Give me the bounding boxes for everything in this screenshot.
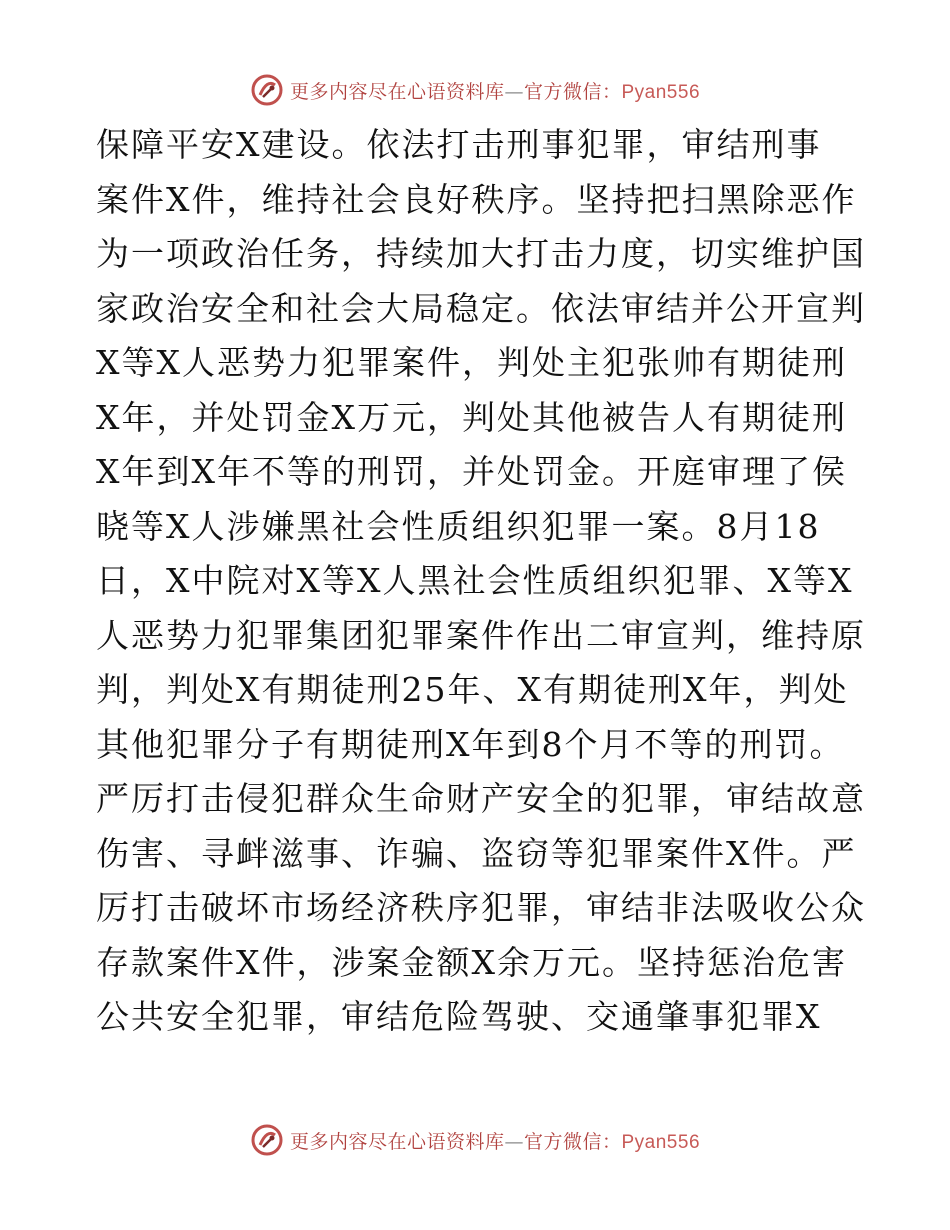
text-line: 公共安全犯罪，审结危险驾驶、交通肇事犯罪X	[96, 997, 822, 1036]
footer-banner	[0, 1120, 950, 1160]
banner-wechat-id: Pyan556	[621, 1131, 701, 1153]
text-line: 保障平安X建设。依法打击刑事犯罪，审结刑事	[96, 125, 822, 164]
text-line: 案件X件，维持社会良好秩序。坚持把扫黑除恶作	[96, 179, 857, 219]
banner-wechat-label: 官方微信：	[523, 80, 622, 103]
banner-wechat-id: Pyan556	[621, 81, 701, 103]
banner-main-text: 更多内容尽在心语资料库	[289, 1130, 505, 1153]
library-logo-icon	[250, 1123, 284, 1157]
text-line: 人恶势力犯罪集团犯罪案件作出二审宣判，维持原	[96, 615, 866, 655]
banner-text	[290, 1127, 700, 1154]
text-line: 存款案件X件，涉案金额X余万元。坚持惩治危害	[96, 942, 847, 982]
text-line: 厉打击破坏市场经济秩序犯罪，审结非法吸收公众	[96, 888, 866, 927]
banner-dash: —	[504, 80, 524, 103]
document-body	[96, 118, 866, 1045]
text-line: 家政治安全和社会大局稳定。依法审结并公开宣判	[96, 288, 866, 328]
text-line: 判，判处X有期徒刑25年、X有期徒刑X年，判处	[96, 670, 849, 709]
text-line: X年到X年不等的刑罚，并处罚金。开庭审理了侯	[96, 452, 847, 491]
banner-main-text: 更多内容尽在心语资料库	[289, 80, 505, 103]
header-banner	[0, 70, 950, 110]
banner-wechat-label: 官方微信：	[523, 1130, 622, 1153]
text-line: 其他犯罪分子有期徒刑X年到8个月不等的刑罚。	[96, 724, 845, 764]
library-logo-icon	[250, 73, 284, 107]
text-line: X年，并处罚金X万元，判处其他被告人有期徒刑	[96, 397, 847, 437]
text-line: 晓等X人涉嫌黑社会性质组织犯罪一案。8月18	[96, 506, 821, 546]
text-line: 严厉打击侵犯群众生命财产安全的犯罪，审结故意	[96, 779, 866, 818]
banner-dash: —	[504, 1130, 524, 1153]
text-line: 伤害、寻衅滋事、诈骗、盗窃等犯罪案件X件。严	[96, 833, 857, 873]
text-line: 为一项政治任务，持续加大打击力度，切实维护国	[96, 234, 866, 273]
text-line: X等X人恶势力犯罪案件，判处主犯张帅有期徒刑	[96, 343, 847, 382]
text-line: 日，X中院对X等X人黑社会性质组织犯罪、X等X	[96, 561, 854, 600]
banner-text	[290, 77, 700, 104]
